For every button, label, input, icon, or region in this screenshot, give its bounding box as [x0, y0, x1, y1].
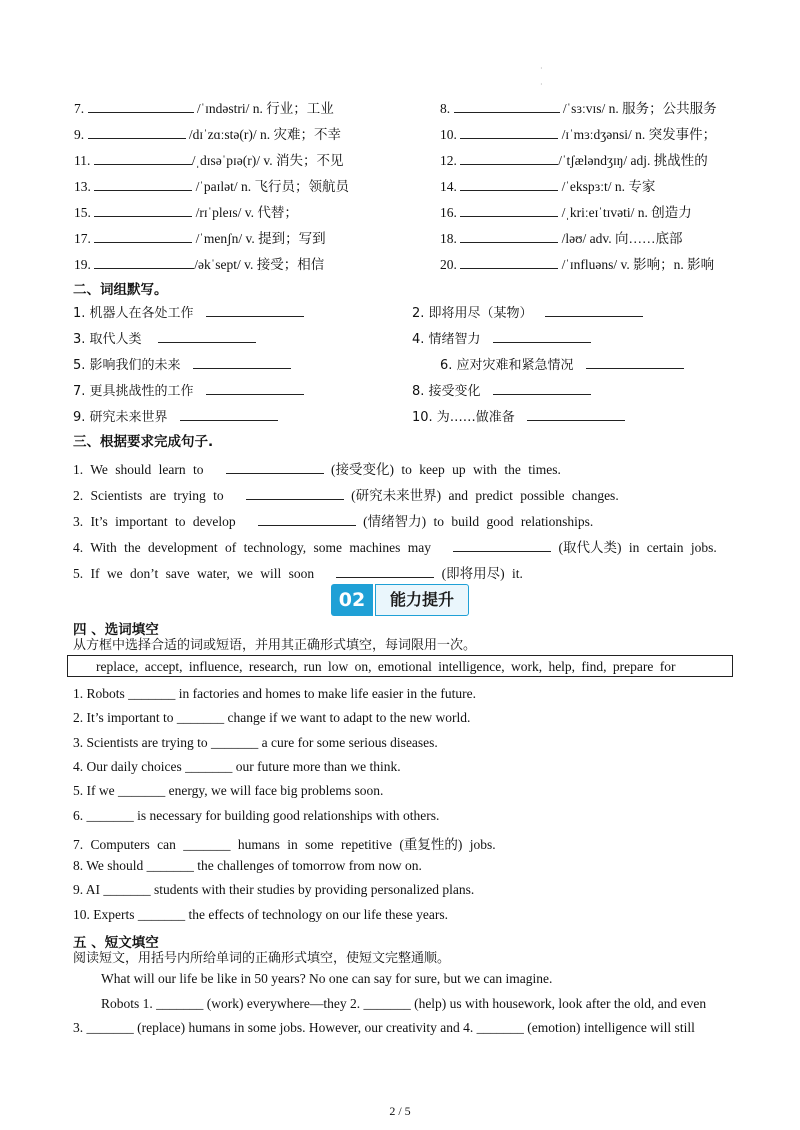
- answer-blank[interactable]: [94, 204, 192, 217]
- answer-blank[interactable]: [454, 100, 560, 113]
- sentence-item: 2. Scientists are trying to (研究未来世界) and predict possible changes.: [73, 488, 619, 503]
- fill-in-item: 3. Scientists are trying to _______ a cure for some serious diseases.: [73, 735, 438, 750]
- passage-line: Robots 1. _______ (work) everywhere—they 2. _______ (help) us with housework, look after the old, and even: [101, 996, 707, 1011]
- fill-in-item: 5. If we _______ energy, we will face big problems soon.: [73, 783, 384, 798]
- fill-in-item: 1. Robots _______ in factories and homes to make life easier in the future.: [73, 686, 477, 701]
- fill-in-item: 6. _______ is necessary for building good relationships with others.: [73, 808, 440, 823]
- answer-blank[interactable]: [94, 256, 194, 269]
- vocab-item: 7. /ˈɪndəstri/ n. 行业；工业: [74, 101, 334, 116]
- answer-blank[interactable]: [94, 230, 192, 243]
- vocab-item: 16. /ˌkriːeɪˈtɪvəti/ n. 创造力: [440, 205, 692, 220]
- answer-blank[interactable]: [460, 152, 558, 165]
- vocab-item: 10. /ɪˈmɜːdʒənsi/ n. 突发事件；: [440, 127, 717, 142]
- phrase-item: 9. 研究未来世界: [73, 406, 278, 425]
- answer-blank[interactable]: [460, 178, 558, 191]
- answer-blank[interactable]: [88, 100, 194, 113]
- section-instruction: 从方框中选择合适的词或短语，并用其正确形式填空，每词限用一次。: [73, 638, 477, 653]
- sentence-item: 1. We should learn to (接受变化) to keep up with the times.: [73, 462, 561, 477]
- sentence-item: 5. If we don’t save water, we will soon (即将用尽) it.: [73, 566, 523, 581]
- answer-blank[interactable]: [460, 126, 558, 139]
- answer-blank[interactable]: [460, 204, 558, 217]
- phrase-item: 7. 更具挑战性的工作: [73, 380, 304, 399]
- answer-blank[interactable]: [158, 330, 256, 343]
- answer-blank[interactable]: [94, 178, 192, 191]
- fill-in-item: 4. Our daily choices _______ our future more than we think.: [73, 759, 401, 774]
- phrase-item: 10. 为……做准备: [412, 406, 625, 425]
- vocab-item: 14. /ˈekspɜːt/ n. 专家: [440, 179, 656, 194]
- vocab-item: 12. /ˈtʃæləndʒɪŋ/ adj. 挑战性的: [440, 153, 708, 168]
- vocab-item: 20. /ˈɪnfluəns/ v. 影响；n. 影响: [440, 257, 715, 272]
- passage-line: 3. _______ (replace) humans in some jobs. However, our creativity and 4. _______ (emotion) intelligence will still: [73, 1020, 695, 1035]
- fill-in-item: 7. Computers can _______ humans in some repetitive (重复性的) jobs.: [73, 837, 496, 852]
- answer-blank[interactable]: [336, 565, 434, 578]
- section-heading: 五 、短文填空: [73, 935, 159, 951]
- section-banner: [331, 584, 469, 616]
- phrase-item: 3. 取代人类: [73, 328, 256, 347]
- fill-in-item: 8. We should _______ the challenges of tomorrow from now on.: [73, 858, 422, 873]
- vocab-item: 18. /ləʊ/ adv. 向……底部: [440, 231, 683, 246]
- banner-number: 02: [331, 584, 373, 616]
- page-number: 2 / 5: [389, 1104, 411, 1118]
- fill-in-item: 9. AI _______ students with their studies by providing personalized plans.: [73, 882, 475, 897]
- phrase-item: 8. 接受变化: [412, 380, 591, 399]
- phrase-item: 5. 影响我们的未来: [73, 354, 291, 373]
- word-box: [67, 655, 733, 677]
- vocab-item: 19. /əkˈsept/ v. 接受；相信: [74, 257, 325, 272]
- vocab-item: 8. /ˈsɜːvɪs/ n. 服务；公共服务: [440, 101, 717, 116]
- vocab-item: 15. /rɪˈpleɪs/ v. 代替；: [74, 205, 298, 220]
- answer-blank[interactable]: [180, 408, 278, 421]
- answer-blank[interactable]: [206, 382, 304, 395]
- answer-blank[interactable]: [460, 256, 558, 269]
- section-heading: 二、词组默写。: [73, 282, 168, 298]
- answer-blank[interactable]: [246, 487, 344, 500]
- banner-label: 能力提升: [375, 584, 469, 616]
- answer-blank[interactable]: [88, 126, 186, 139]
- answer-blank[interactable]: [493, 330, 591, 343]
- decorative-dot: ·: [540, 80, 543, 89]
- vocab-item: 11. /ˌdɪsəˈpɪə(r)/ v. 消失；不见: [74, 153, 344, 168]
- answer-blank[interactable]: [586, 356, 684, 369]
- answer-blank[interactable]: [258, 513, 356, 526]
- answer-blank[interactable]: [460, 230, 558, 243]
- section-heading: 四 、选词填空: [73, 622, 159, 638]
- fill-in-item: 10. Experts _______ the effects of technology on our life these years.: [73, 907, 449, 922]
- fill-in-item: 2. It’s important to _______ change if we want to adapt to the new world.: [73, 710, 471, 725]
- phrase-item: 6. 应对灾难和紧急情况: [440, 354, 684, 373]
- answer-blank[interactable]: [453, 539, 551, 552]
- answer-blank[interactable]: [206, 304, 304, 317]
- vocab-item: 13. /ˈpaɪlət/ n. 飞行员；领航员: [74, 179, 349, 194]
- sentence-item: 4. With the development of technology, some machines may (取代人类) in certain jobs.: [73, 540, 717, 555]
- answer-blank[interactable]: [527, 408, 625, 421]
- phrase-item: 4. 情绪智力: [412, 328, 591, 347]
- answer-blank[interactable]: [545, 304, 643, 317]
- passage-line: What will our life be like in 50 years? No one can say for sure, but we can imagine.: [101, 971, 553, 986]
- decorative-dot: ·: [540, 64, 543, 73]
- vocab-item: 9. /dɪˈzɑːstə(r)/ n. 灾难；不幸: [74, 127, 342, 142]
- phrase-item: 2. 即将用尽（某物）: [412, 302, 643, 321]
- answer-blank[interactable]: [226, 461, 324, 474]
- vocab-item: 17. /ˈmenʃn/ v. 提到；写到: [74, 231, 326, 246]
- section-heading: 三、根据要求完成句子.: [73, 434, 214, 450]
- answer-blank[interactable]: [193, 356, 291, 369]
- word-box-text: replace, accept, influence, research, run low on, emotional intelligence, work, help, find, prepare for: [96, 659, 676, 674]
- answer-blank[interactable]: [94, 152, 192, 165]
- phrase-item: 1. 机器人在各处工作: [73, 302, 304, 321]
- section-instruction: 阅读短文，用括号内所给单词的正确形式填空，使短文完整通顺。: [73, 951, 451, 966]
- sentence-item: 3. It’s important to develop (情绪智力) to build good relationships.: [73, 514, 594, 529]
- answer-blank[interactable]: [493, 382, 591, 395]
